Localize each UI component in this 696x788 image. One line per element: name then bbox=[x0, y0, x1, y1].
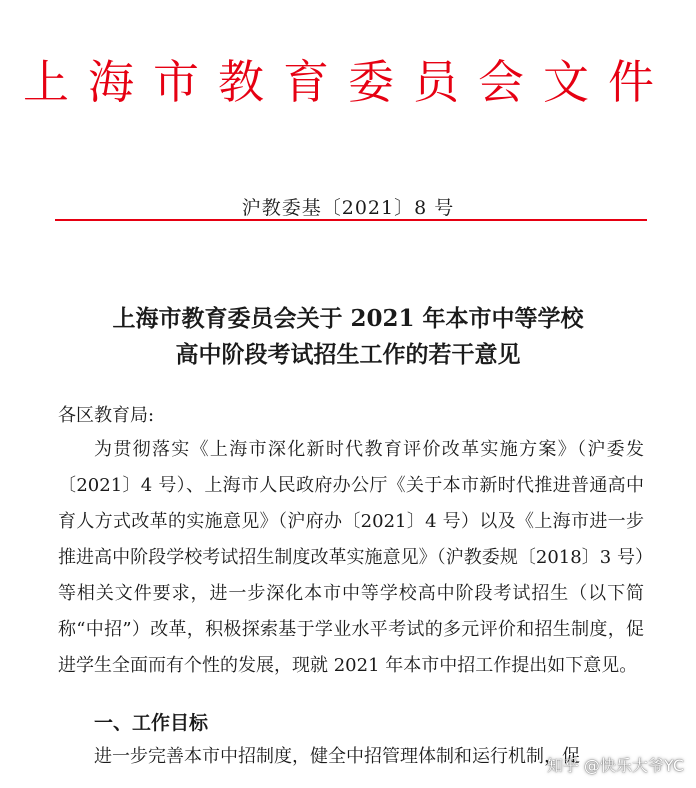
document-number: 沪教委基〔2021〕8 号 bbox=[241, 197, 455, 219]
watermark: 知乎 @快乐大爷YC bbox=[546, 756, 684, 775]
document-title-line-2: 高中阶段考试招生工作的若干意见 bbox=[175, 341, 521, 368]
body-paragraph: 为贯彻落实《上海市深化新时代教育评价改革实施方案》（沪委发〔2021〕4 号）、上海市人民政府办公厅《关于本市新时代推进普通高中育人方式改革的实施意见》（沪府办〔2021〕4 号）以及《上海市进一步推进高中阶段学校考试招生制度改革实施意见》（沪教委规〔2018〕3 号）等相关文件要求，进一步深化本市中等学校高中阶段考试招生（以下简称“中招”）改革，积极探索基于学业水平考试的多元评价和招生制度，促进学生全面而有个性的发展，现就 2021 年本市中招工作提出如下意见。 bbox=[58, 439, 644, 676]
document-header-title: 上海市教育委员会文件 bbox=[23, 55, 673, 109]
document-title-line-1: 上海市教育委员会关于 2021 年本市中等学校 bbox=[112, 305, 584, 332]
red-divider-line bbox=[55, 219, 647, 221]
salutation: 各区教育局: bbox=[58, 405, 155, 426]
section-paragraph: 进一步完善本市中招制度，健全中招管理体制和运行机制，促 bbox=[94, 746, 580, 767]
section-heading: 一、工作目标 bbox=[94, 712, 209, 734]
